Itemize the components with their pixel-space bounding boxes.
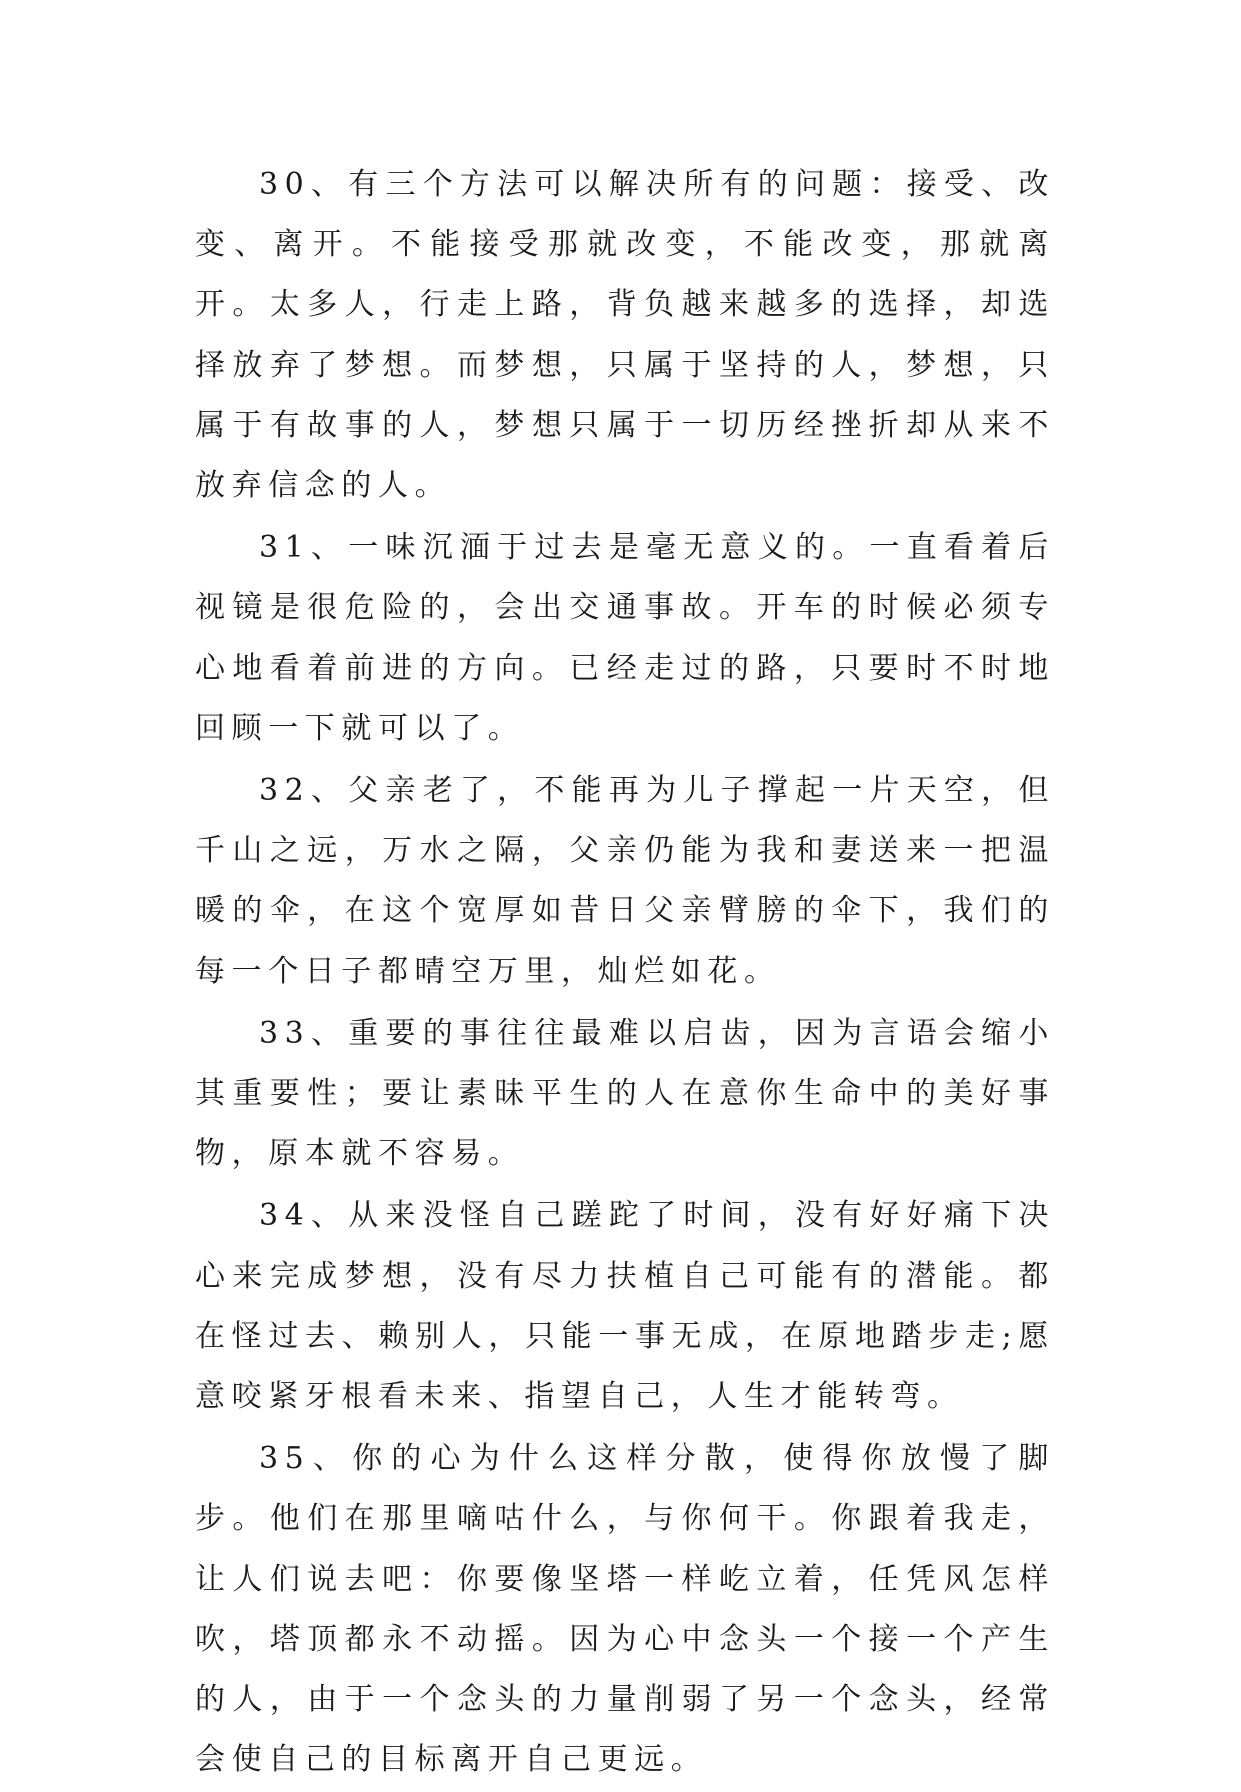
- document-body: [195, 155, 1055, 1792]
- paragraph-32: 32、父亲老了，不能再为儿子撑起一片天空，但千山之远，万水之隔，父亲仍能为我和妻送来一把温暖的伞，在这个宽厚如昔日父亲臂膀的伞下，我们的每一个日子都晴空万里，灿烂如花。: [195, 773, 1055, 989]
- paragraph-35: 35、你的心为什么这样分散，使得你放慢了脚步。他们在那里嘀咕什么，与你何干。你跟着我走，让人们说去吧：你要像坚塔一样屹立着，任凭风怎样吹，塔顶都永不动摇。因为心中念头一个接一个产生的人，由于一个念头的力量削弱了另一个念头，经常会使自己的目标离开自己更远。: [195, 1441, 1055, 1778]
- paragraph-30: 30、有三个方法可以解决所有的问题：接受、改变、离开。不能接受那就改变，不能改变，那就离开。太多人，行走上路，背负越来越多的选择，却选择放弃了梦想。而梦想，只属于坚持的人，梦想，只属于有故事的人，梦想只属于一切历经挫折却从来不放弃信念的人。: [195, 167, 1055, 504]
- paragraph-33: 33、重要的事往往最难以启齿，因为言语会缩小其重要性；要让素昧平生的人在意你生命中的美好事物，原本就不容易。: [195, 1015, 1055, 1172]
- paragraph-31: 31、一味沉湎于过去是毫无意义的。一直看着后视镜是很危险的，会出交通事故。开车的时候必须专心地看着前进的方向。已经走过的路，只要时不时地回顾一下就可以了。: [195, 530, 1055, 746]
- paragraph-34: 34、从来没怪自己蹉跎了时间，没有好好痛下决心来完成梦想，没有尽力扶植自己可能有的潜能。都在怪过去、赖别人，只能一事无成，在原地踏步走;愿意咬紧牙根看未来、指望自己，人生才能转弯。: [195, 1198, 1055, 1415]
